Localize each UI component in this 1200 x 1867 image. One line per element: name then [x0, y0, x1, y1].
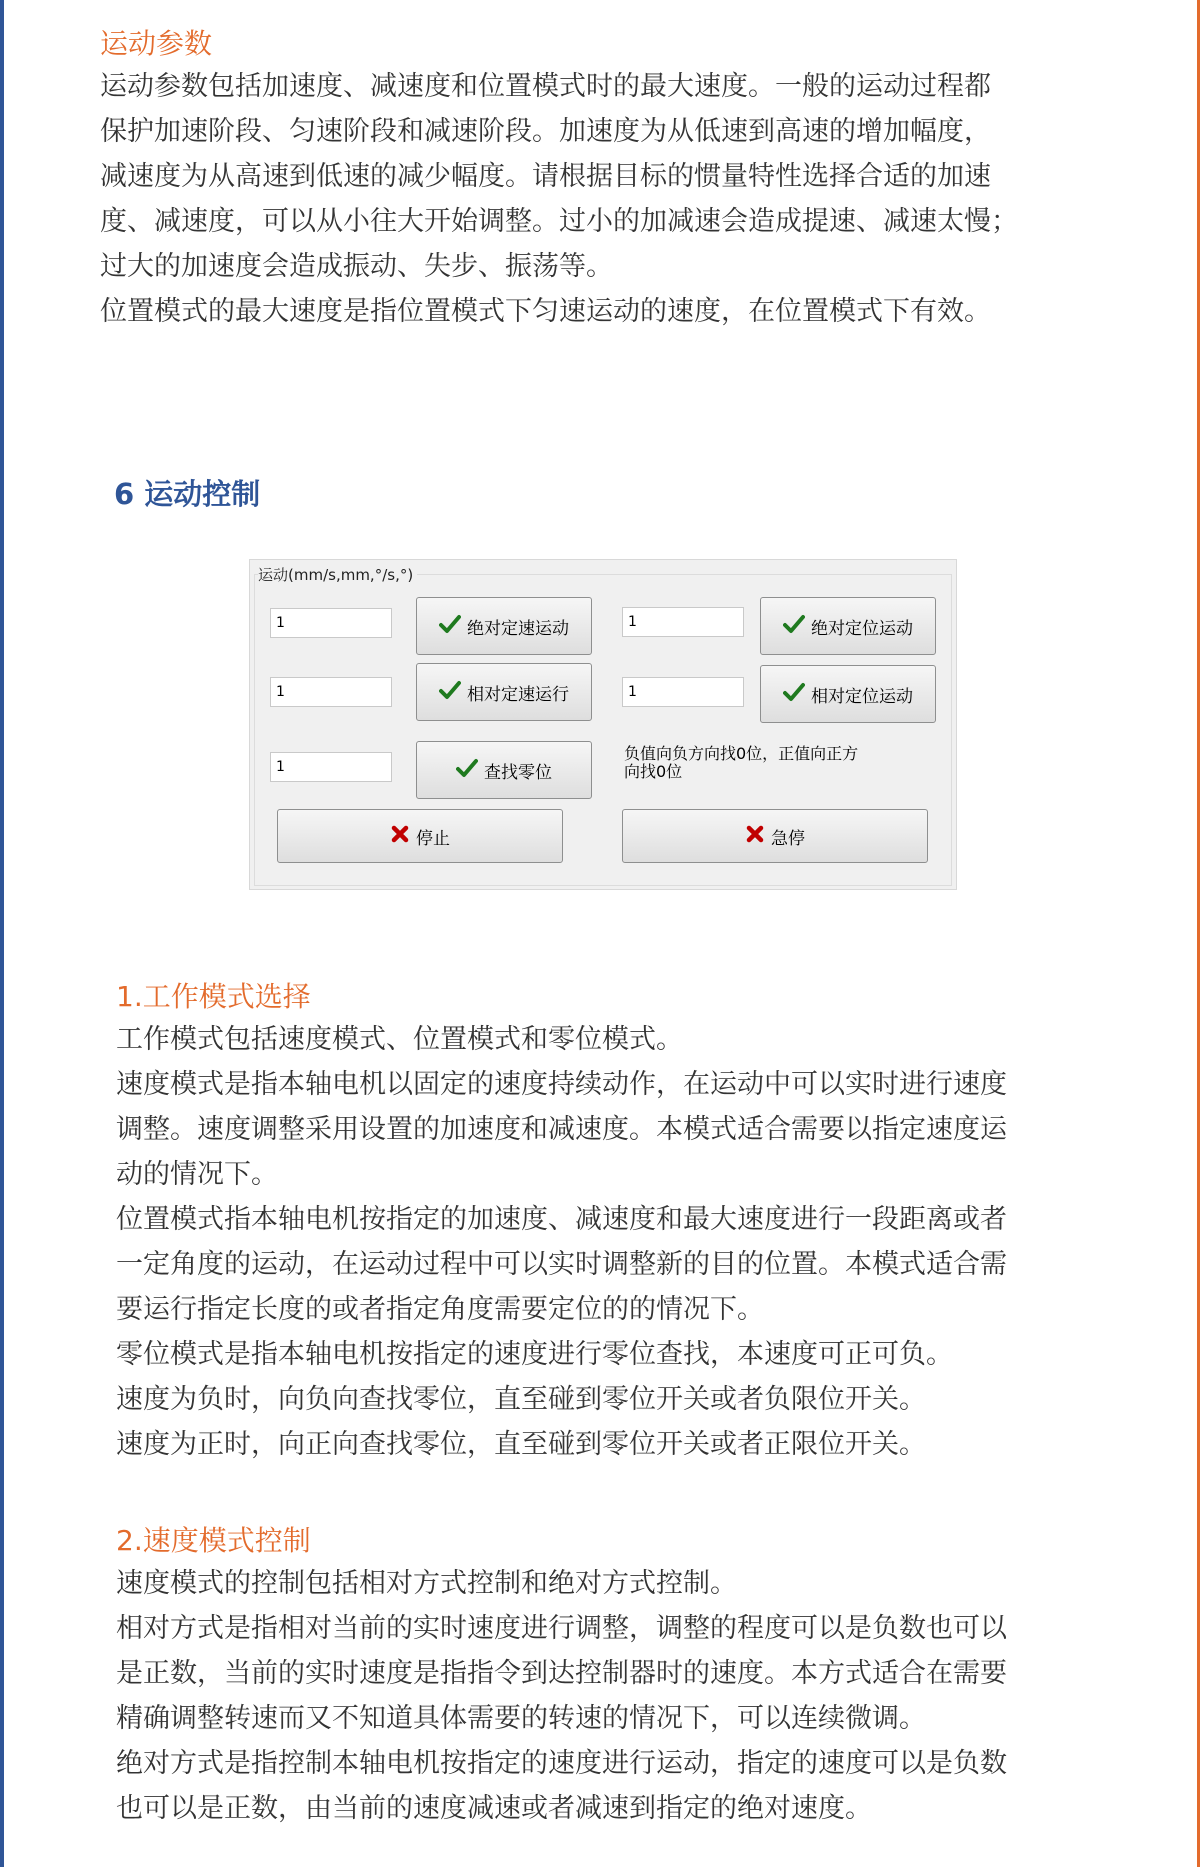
paragraph-line: 减速度为从高速到低速的减少幅度。请根据目标的惯量特性选择合适的加速: [100, 161, 991, 192]
paragraph-line: 位置模式的最大速度是指位置模式下匀速运动的速度，在位置模式下有效。: [100, 296, 991, 327]
paragraph-line: 位置模式指本轴电机按指定的加速度、减速度和最大速度进行一段距离或者: [116, 1204, 1007, 1235]
rel-position-button-label: 相对定位运动: [811, 686, 913, 707]
work-mode-section: [116, 977, 1176, 1467]
speed-mode-section: [116, 1521, 1176, 1831]
find-zero-input[interactable]: 1: [270, 752, 392, 782]
stop-button[interactable]: [277, 809, 563, 863]
abs-position-input[interactable]: 1: [622, 607, 744, 637]
abs-speed-button[interactable]: [416, 597, 592, 655]
emergency-stop-button[interactable]: [622, 809, 928, 863]
group-box-label: 运动(mm/s,mm,°/s,°): [258, 564, 417, 585]
left-border: [0, 0, 4, 1867]
checkmark-icon: [456, 757, 478, 784]
paragraph-line: 运动参数包括加速度、减速度和位置模式时的最大速度。一般的运动过程都: [100, 71, 991, 102]
checkmark-icon: [439, 679, 461, 706]
paragraph-line: 也可以是正数，由当前的速度减速或者减速到指定的绝对速度。: [116, 1793, 872, 1824]
abs-position-button-label: 绝对定位运动: [811, 618, 913, 639]
paragraph-line: 速度模式是指本轴电机以固定的速度持续动作，在运动中可以实时进行速度: [116, 1069, 1007, 1100]
paragraph-line: 保护加速阶段、匀速阶段和减速阶段。加速度为从低速到高速的增加幅度，: [100, 116, 991, 147]
rel-position-button[interactable]: [760, 665, 936, 723]
paragraph-line: 速度模式的控制包括相对方式控制和绝对方式控制。: [116, 1568, 737, 1599]
checkmark-icon: [439, 613, 461, 640]
paragraph-line: 动的情况下。: [116, 1159, 278, 1190]
checkmark-icon: [783, 613, 805, 640]
zero-direction-note: 负值向负方向找0位，正值向正方向找0位: [624, 744, 859, 781]
motion-control-panel: [249, 559, 957, 890]
paragraph-line: 速度为正时，向正向查找零位，直至碰到零位开关或者正限位开关。: [116, 1429, 926, 1460]
paragraph-line: 工作模式包括速度模式、位置模式和零位模式。: [116, 1024, 683, 1055]
paragraph-line: 精确调整转速而又不知道具体需要的转速的情况下，可以连续微调。: [116, 1703, 926, 1734]
work-mode-title: 1.工作模式选择: [116, 980, 311, 1013]
rel-speed-button-label: 相对定速运行: [467, 684, 569, 705]
motion-control-heading: 6 运动控制: [114, 477, 261, 511]
paragraph-line: 要运行指定长度的或者指定角度需要定位的的情况下。: [116, 1294, 764, 1325]
abs-speed-button-label: 绝对定速运动: [467, 618, 569, 639]
abs-speed-input[interactable]: 1: [270, 608, 392, 638]
x-mark-icon: [745, 824, 765, 849]
paragraph-line: 绝对方式是指控制本轴电机按指定的速度进行运动，指定的速度可以是负数: [116, 1748, 1007, 1779]
checkmark-icon: [783, 681, 805, 708]
paragraph-line: 调整。速度调整采用设置的加速度和减速度。本模式适合需要以指定速度运: [116, 1114, 1007, 1145]
abs-position-button[interactable]: [760, 597, 936, 655]
find-zero-button-label: 查找零位: [484, 762, 552, 783]
paragraph-line: 速度为负时，向负向查找零位，直至碰到零位开关或者负限位开关。: [116, 1384, 926, 1415]
paragraph-line: 一定角度的运动，在运动过程中可以实时调整新的目的位置。本模式适合需: [116, 1249, 1007, 1280]
rel-position-input[interactable]: 1: [622, 677, 744, 707]
rel-speed-button[interactable]: [416, 663, 592, 721]
speed-mode-title: 2.速度模式控制: [116, 1524, 311, 1557]
paragraph-line: 相对方式是指相对当前的实时速度进行调整，调整的程度可以是负数也可以: [116, 1613, 1007, 1644]
paragraph-line: 过大的加速度会造成振动、失步、振荡等。: [100, 251, 613, 282]
x-mark-icon: [390, 824, 410, 849]
emergency-stop-button-label: 急停: [771, 828, 805, 849]
paragraph-line: 是正数，当前的实时速度是指指令到达控制器时的速度。本方式适合在需要: [116, 1658, 1007, 1689]
stop-button-label: 停止: [416, 828, 450, 849]
paragraph-line: 度、减速度，可以从小往大开始调整。过小的加减速会造成提速、减速太慢；: [100, 206, 1018, 237]
find-zero-button[interactable]: [416, 741, 592, 799]
motion-params-title: 运动参数: [100, 27, 213, 60]
motion-params-section: [100, 24, 1160, 334]
paragraph-line: 零位模式是指本轴电机按指定的速度进行零位查找，本速度可正可负。: [116, 1339, 953, 1370]
rel-speed-input[interactable]: 1: [270, 677, 392, 707]
